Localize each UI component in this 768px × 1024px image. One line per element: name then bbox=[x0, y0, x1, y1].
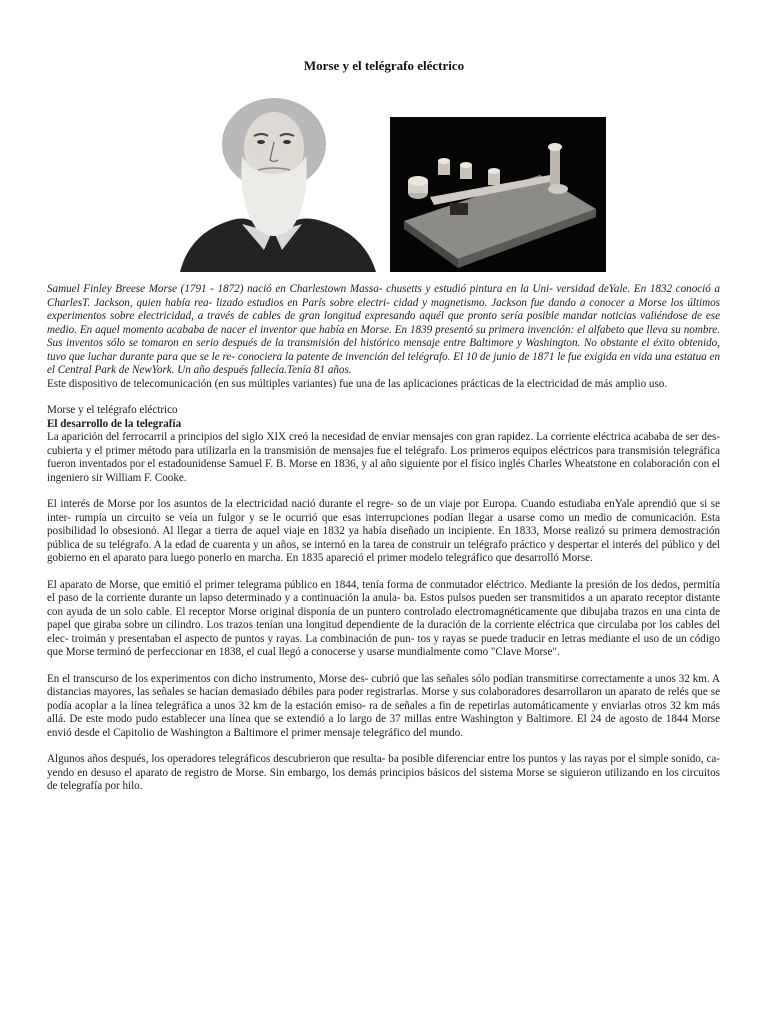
body-paragraph: En el transcurso de los experimentos con dicho instrumento, Morse des- cubrió que las señales sólo podían transmitirse correctamente a unos 32 km. A distancias mayores, las señales se hacían demasiado débiles para poder registrarlas. Morse y sus colaboradores desarrollaron un aparato de relés que se podía acoplar a la línea telegráfica a unos 32 km de la estación emiso- ra de señales a fin de repetirlas automáticamente y enviarlas otros 32 km más allá. De este modo pudo establecer una línea que se extendió a lo largo de 37 millas entre Washington y Baltimore. El 24 de agosto de 1844 Morse envió desde el Capitolio de Washington a Baltimore el primer mensaje telegráfico del mundo. bbox=[47, 672, 720, 739]
body-paragraph: Algunos años después, los operadores telegráficos descubrieron que resulta- ba posible diferenciar entre los puntos y las rayas por el simple sonido, ca- yendo en desuso el aparato de registro de Morse. Sin embargo, los demás principios básicos del sistema Morse se siguieron utilizando en los circuitos de telegrafía por hilo. bbox=[47, 753, 720, 792]
article-body bbox=[47, 283, 720, 794]
telegraph-device-image bbox=[390, 117, 606, 272]
intro-paragraph: Este dispositivo de telecomunicación (en sus múltiples variantes) fue una de las aplicaciones prácticas de la electricidad de más amplio uso. bbox=[47, 377, 668, 390]
body-paragraph: El interés de Morse por los asuntos de la electricidad nació durante el regre- so de un viaje por Europa. Cuando estudiaba enYale aprendió que si se inter- rumpía un circuito se veía un fulgor y se le ocurrió que esas interrupciones podían llegar a usarse como un medio de comunicación. Esta posibilidad lo obsesionó. Al llegar a tierra de aquel viaje en 1832 ya había diseñado un incipiente. En 1833, Morse realizó su primera demostración pública de su telégrafo. A la edad de cuarenta y un años, se internó en la tarea de construir un telégrafo práctico y despertar el interés del público y del gobierno en el aparato para luego ponerlo en marcha. En 1835 apareció el primer modelo telegráfico que desarrolló Morse. bbox=[47, 498, 720, 564]
section-subtitle: Morse y el telégrafo eléctrico bbox=[47, 404, 178, 416]
body-paragraph: El aparato de Morse, que emitió el primer telegrama público en 1844, tenía forma de conmutador eléctrico. Mediante la presión de los dedos, permitía el paso de la corriente durante un lapso determinado y a continuación la anula- ba. Estos pulsos pueden ser transmitidos a un aparato receptor distante con ayuda de un solo cable. El receptor Morse original disponía de un puntero controlado electromagnéticamente que dibujaba trazos en una cinta de papel que giraba sobre un cilindro. Los trazos tenían una longitud dependiente de la duración de la corriente eléctrica que circulaba por los cables del elec- troimán y presentaban el aspecto de puntos y rayas. La combinación de pun- tos y rayas se puede traducir en letras mediante el uso de un código que Morse terminó de perfeccionar en 1838, el cual llegó a conocerse y usarse mundialmente como "Clave Morse". bbox=[47, 578, 720, 658]
portrait-image bbox=[172, 82, 382, 272]
biography-paragraph: Samuel Finley Breese Morse (1791 - 1872) nació en Charlestown Massa- chusetts y estudió pintura en la Uni- versidad deYale. En 1832 conoció a CharlesT. Jackson, quien había rea- lizado estudios en París sobre electri- cidad y magnetismo. Jackson fue dando a conocer a Morse los últimos experimentos sobre electricidad, a través de cables de gran longitud expresando aquél que pronto sería posible mandar noticias valiéndose de ese medio. En aquel momento acababa de nacer el inventor que había en Morse. En 1839 presentó su primera invención: el alfabeto que lleva su nombre. Sus inventos sólo se tomaron en serio después de la transmisión del histórico mensaje entre Baltimore y Washington. No obstante el éxito obtenido, tuvo que luchar durante para que se le re- conociera la patente de invención del telégrafo. El 10 de junio de 1871 le fue exigida en vida una estatua en el Central Park de NewYork. Un año después fallecía.Tenía 81 años. bbox=[47, 283, 720, 376]
page-title: Morse y el telégrafo eléctrico bbox=[303, 58, 465, 73]
body-paragraph: La aparición del ferrocarril a principios del siglo XIX creó la necesidad de enviar mensajes con gran rapidez. La corriente eléctrica acababa de ser des- cubierta y el primer método para utilizarla en la transmisión de mensajes fue el telégrafo. Los primeros equipos eléctricos para transmisión telegráfica fueron inventados por el estadounidense Samuel F. B. Morse en 1836, y al año siguiente por el físico inglés Charles Wheatstone en colaboración con el ingeniero sir William F. Cooke. bbox=[47, 431, 720, 484]
section-heading: El desarrollo de la telegrafía bbox=[47, 417, 182, 430]
